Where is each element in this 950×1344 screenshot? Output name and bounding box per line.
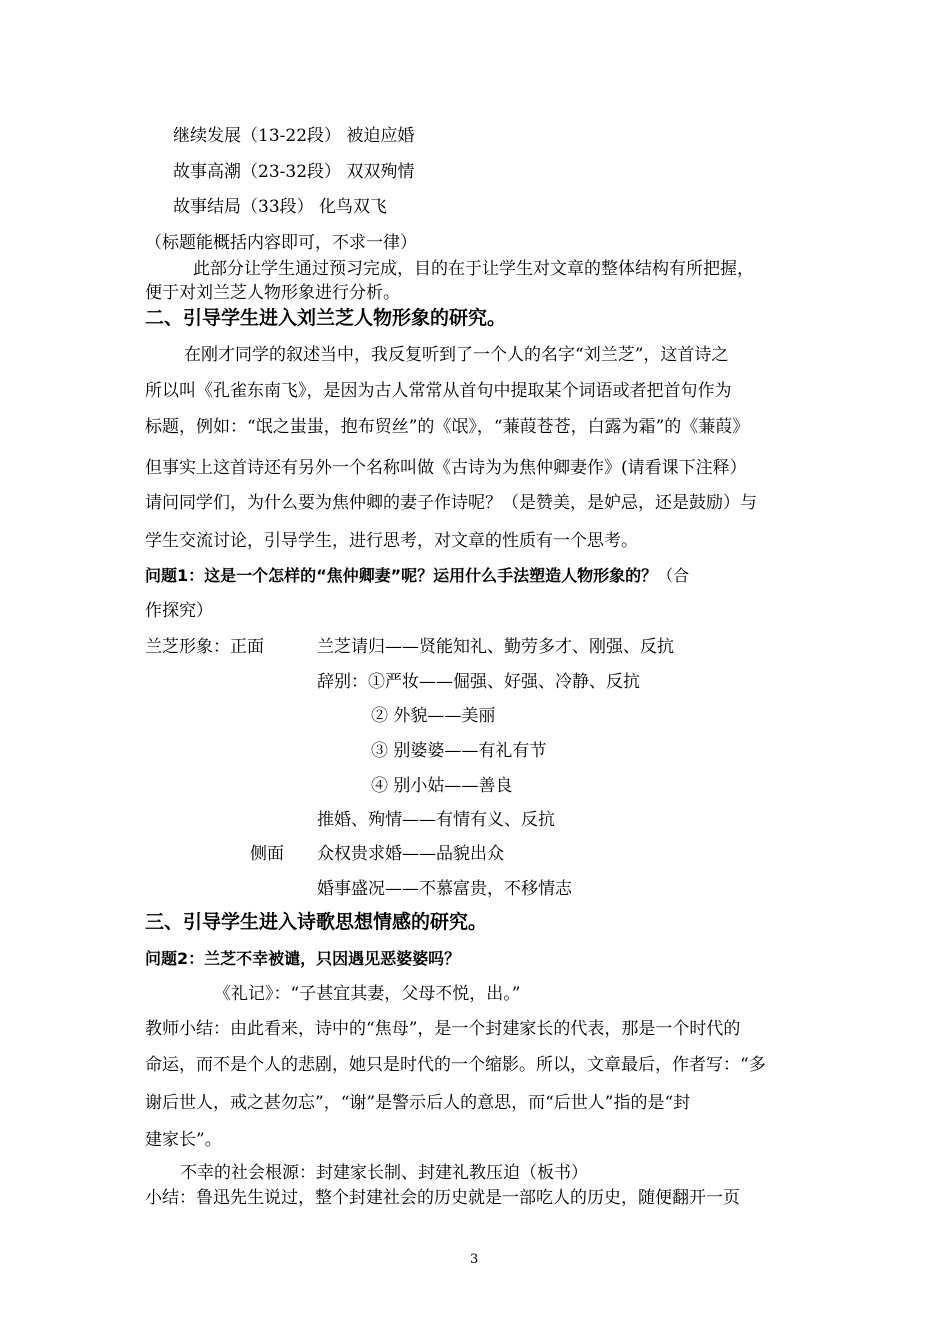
intro-line-2: 便于对刘兰芝人物形象进行分析。 [145,283,400,303]
social-root: 不幸的社会根源：封建家长制、封建礼教压迫（板书） [180,1163,588,1183]
question-2: 问题2：兰芝不幸被谴，只因遇见恶婆婆吗？ [145,949,461,968]
outline-item-1: 继续发展（13-22段） 被迫应婚 [173,126,415,146]
question-1-continued: 作探究） [145,601,213,621]
front-item-6: 推婚、殉情——有情有义、反抗 [317,810,555,830]
section-3-title: 三、引导学生进入诗歌思想情感的研究。 [145,911,488,933]
side-item-1: 众权贵求婚——品貌出众 [317,844,504,864]
section-2-line-1: 在刚才同学的叙述当中，我反复听到了一个人的名字“刘兰芝”，这首诗之 [184,345,729,365]
teacher-summary-line-1: 教师小结：由此看来，诗中的“焦母”，是一个封建家长的代表，那是一个时代的 [145,1019,741,1039]
teacher-summary-line-2: 命运，而不是个人的悲剧，她只是时代的一个缩影。所以，文章最后，作者写：“多 [145,1055,766,1075]
section-2-line-3: 标题，例如：“氓之蚩蚩，抱布贸丝”的《氓》，“蒹葭苍苍，白露为霜”的《蒹葭》 [145,417,750,437]
front-item-5: ④ 别小姑——善良 [371,776,513,796]
summary-last: 小结：鲁迅先生说过，整个封建社会的历史就是一部吃人的历史，随便翻开一页 [145,1188,740,1208]
page-number: 3 [470,1252,479,1267]
teacher-summary-line-4: 建家长”。 [145,1130,222,1150]
question-1 [145,565,689,587]
side-label: 侧面 [250,844,284,864]
image-label: 兰芝形象：正面 [145,637,264,657]
side-item-2: 婚事盛况——不慕富贵，不移情志 [317,879,572,899]
section-2-line-5: 请问同学们，为什么要为焦仲卿的妻子作诗呢？（是赞美，是妒忌，还是鼓励）与 [145,493,757,513]
teacher-summary-line-3: 谢后世人，戒之甚勿忘”，“谢”是警示后人的意思，而“后世人”指的是“封 [145,1093,691,1113]
section-2-title: 二、引导学生进入刘兰芝人物形象的研究。 [145,307,507,329]
front-item-1: 兰芝请归——贤能知礼、勤劳多才、刚强、反抗 [317,637,674,657]
section-2-line-6: 学生交流讨论，引导学生，进行思考，对文章的性质有一个思考。 [145,531,638,551]
question-1-bold: 问题1：这是一个怎样的“焦仲卿妻”呢？运用什么手法塑造人物形象的？ [145,566,658,585]
front-item-4: ③ 别婆婆——有礼有节 [371,741,547,761]
section-2-line-2: 所以叫《孔雀东南飞》，是因为古人常常从首句中提取某个词语或者把首句作为 [145,381,732,401]
section-2-line-4: 但事实上这首诗还有另外一个名称叫做《古诗为为焦仲卿妻作》(请看课下注释） [145,458,747,478]
outline-item-2: 故事高潮（23-32段） 双双殉情 [173,162,415,182]
quote-liji: 《礼记》：“子甚宜其妻，父母不悦，出。” [214,984,521,1004]
question-1-tail: （合 [657,566,690,585]
front-item-3: ② 外貌——美丽 [371,706,496,726]
outline-item-3: 故事结局（33段） 化鸟双飞 [173,197,388,217]
front-item-2: 辞别：①严妆——倔强、好强、冷静、反抗 [317,672,640,692]
outline-note: （标题能概括内容即可，不求一律） [145,233,417,253]
intro-line-1: 此部分让学生通过预习完成，目的在于让学生对文章的整体结构有所把握， [193,259,754,279]
